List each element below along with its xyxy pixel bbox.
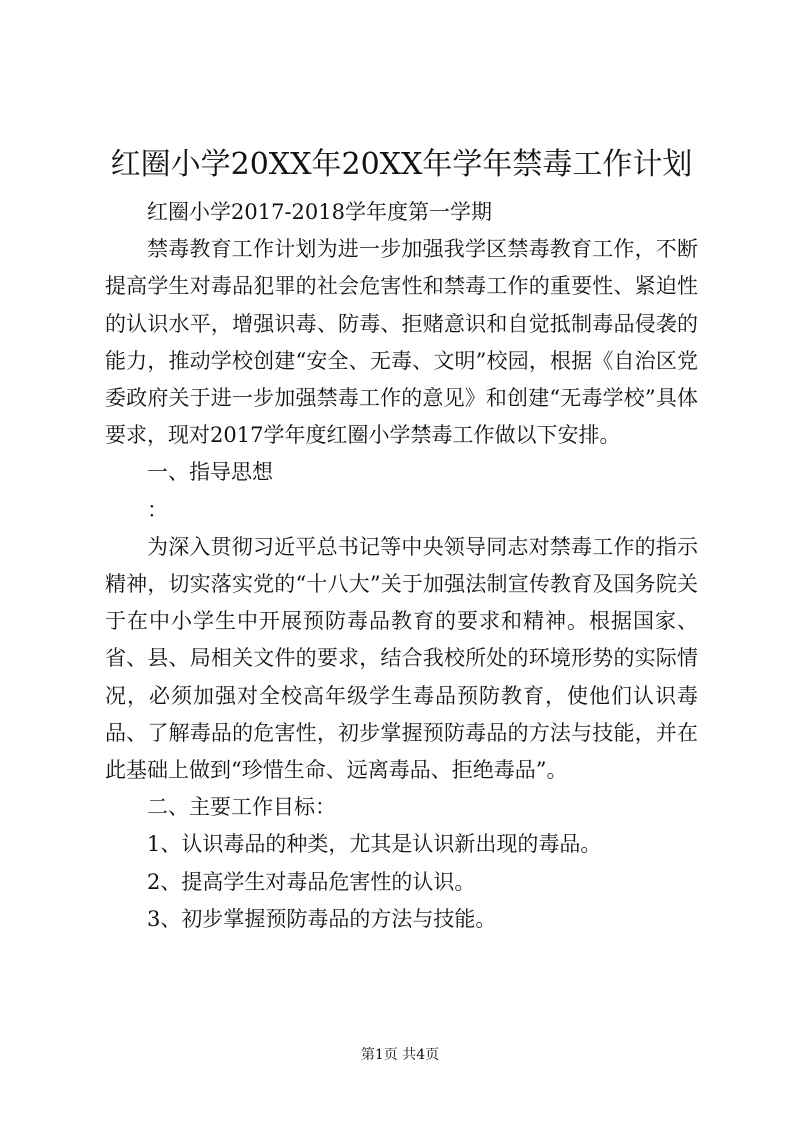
goal-item-2: 2、提高学生对毒品危害性的认识。	[147, 869, 476, 894]
colon-line: ：	[147, 497, 168, 522]
intro-paragraph: 禁毒教育工作计划为进一步加强我学区禁毒教育工作，不断提高学生对毒品犯罪的社会危害性和禁毒工作的重要性、紧迫性的认识水平，增强识毒、防毒、拒赌意识和自觉抵制毒品侵袭的能力，推动学校创建“安全、无毒、文明”校园，根据《自治区党委政府关于进一步加强禁毒工作的意见》和创建“无毒学校”具体要求，现对2017学年度红圈小学禁毒工作做以下安排。	[105, 237, 698, 448]
semester-line: 红圈小学2017-2018学年度第一学期	[147, 200, 492, 224]
section-heading-main-goals: 二、主要工作目标：	[147, 795, 336, 820]
document-body	[105, 194, 698, 938]
section-heading-guiding-ideology: 一、指导思想	[147, 460, 273, 485]
document-title: 红圈小学20XX年20XX年学年禁毒工作计划	[110, 147, 693, 182]
page-footer: 第1页 共4页	[360, 1047, 440, 1063]
guiding-ideology-paragraph: 为深入贯彻习近平总书记等中央领导同志对禁毒工作的指示精神，切实落实党的“十八大”关于加强法制宣传教育及国务院关于在中小学生中开展预防毒品教育的要求和精神。根据国家、省、县、局相关文件的要求，结合我校所处的环境形势的实际情况，必须加强对全校高年级学生毒品预防教育，使他们认识毒品、了解毒品的危害性，初步掌握预防毒品的方法与技能，并在此基础上做到“珍惜生命、远离毒品、拒绝毒品”。	[105, 534, 698, 783]
goal-item-3: 3、初步掌握预防毒品的方法与技能。	[147, 906, 497, 931]
goal-item-1: 1、认识毒品的种类，尤其是认识新出现的毒品。	[147, 832, 602, 857]
